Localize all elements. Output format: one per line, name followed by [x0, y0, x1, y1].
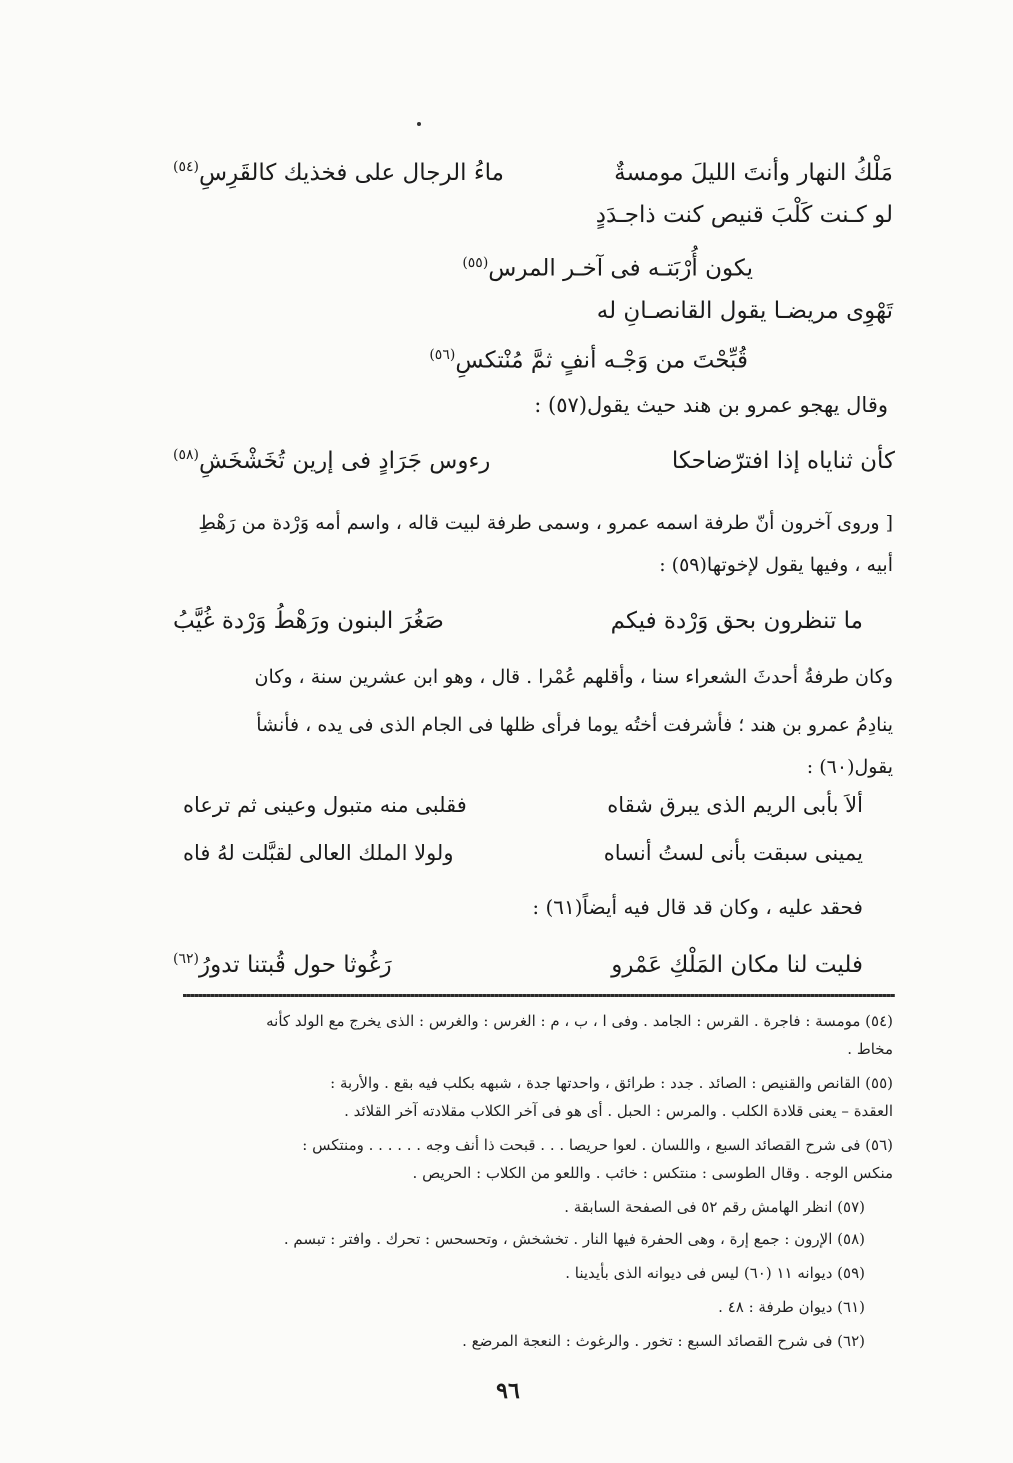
- footnote-ref-54: (٥٤): [173, 159, 199, 175]
- verse-5-hemistich-a: ما تنظرون بحق وَرْدة فيكم: [610, 608, 863, 634]
- paragraph-2-line-1: [ وروى آخرون أنّ طرفة اسمه عمرو ، وسمى طرفة لبيت قاله ، واسم أمه وَرْدة من رَهْطِ: [198, 512, 893, 534]
- paragraph-3-line-3: يقول(٦٠) :: [806, 756, 893, 778]
- verse-line-5: [173, 606, 863, 636]
- footnote-line: (٥٨) الإرون : جمع إرة ، وهى الحفرة فيها النار . تخشخش ، وتحسحس : تحرك . وافتر : تبسم .: [283, 1230, 865, 1248]
- footnote-ref-55: (٥٥): [462, 255, 489, 271]
- footnote-ref-58: (٥٨): [173, 447, 199, 463]
- page-number: ٩٦: [496, 1378, 520, 1404]
- verse-6a-hemistich-b: فقلبى منه متبول وعينى ثم ترعاه: [183, 793, 467, 817]
- verse-2b-text: يكون أُرْبَتـه فى آخـر المرس: [488, 255, 753, 282]
- footnote-line: (٥٧) انظر الهامش رقم ٥٢ فى الصفحة السابقة .: [564, 1198, 865, 1216]
- verse-line-2b: [462, 248, 753, 284]
- paragraph-3-line-2: ينادِمُ عمرو بن هند ؛ فأشرفت أختُه يوما فرأى ظلها فى الجام الذى فى يده ، فأنشأ: [256, 714, 893, 736]
- verse-line-1: [173, 152, 893, 188]
- verse-line-4: [173, 440, 895, 476]
- verse-7-hemistich-b: [173, 944, 392, 980]
- verse-6a-hemistich-a: ألاَ بأبى الريم الذى يبرق شقاه: [607, 793, 863, 817]
- verse-7-hemistich-a: فليت لنا مكان المَلْكِ عَمْرو: [611, 951, 863, 978]
- footnote-line: (٥٩) ديوانه ١١ (٦٠) ليس فى ديوانه الذى بأيدينا .: [565, 1264, 865, 1282]
- verse-line-7: [173, 944, 863, 980]
- paragraph-2-line-2: أبيه ، وفيها يقول لإخوتها(٥٩) :: [659, 554, 893, 576]
- verse-line-3a: تَهْوِى مريضـا يقول القانصـانِ له: [596, 298, 893, 324]
- footnote-line: منكس الوجه . وقال الطوسى : منتكس : خائب . واللعو من الكلاب : الحريص .: [412, 1164, 893, 1182]
- paragraph-4: فحقد عليه ، وكان قد قال فيه أيضاً(٦١) :: [532, 895, 863, 919]
- verse-line-3b: [429, 340, 748, 376]
- footnote-separator: [183, 994, 895, 997]
- verse-4-b-text: رءوس جَرَادٍ فى إرين تُخَشْخَشِ: [198, 447, 491, 474]
- footnote-line: العقدة – يعنى قلادة الكلب . والمرس : الحبل . أى هو فى آخر الكلاب مقلادته آخر القلائد .: [344, 1102, 893, 1120]
- verse-7-b-text: رَغُوثا حول قُبتنا تدورُ: [198, 951, 392, 978]
- verse-line-2a: لو كـنت كَلْبَ قنيص كنت ذاجـدَدٍ: [595, 202, 893, 228]
- verse-3b-text: قُبِّحْتَ من وَجْـه أنفٍ ثمَّ مُنْتكسِ: [455, 347, 748, 374]
- verse-1-b-text: ماءُ الرجال على فخذيك كالقَرِسِ: [198, 159, 504, 186]
- footnote-line: (٥٥) القانص والقنيص : الصائد . جدد : طرائق ، واحدتها جدة ، شبهه بكلب فيه بقع . والأربة :: [330, 1074, 893, 1092]
- verse-6b-hemistich-a: يمينى سبقت بأنى لستُ أنساه: [603, 841, 863, 865]
- verse-1-hemistich-b: [173, 152, 504, 188]
- footnote-line: (٦٢) فى شرح القصائد السبع : تخور . والرغوث : النعجة المرضع .: [462, 1332, 865, 1350]
- footnote-line: (٥٦) فى شرح القصائد السبع ، واللسان . لعوا حريصا . . . قبحت ذا أنف وجه . . . . . . ومنتكس :: [302, 1136, 893, 1154]
- paragraph-1: وقال يهجو عمرو بن هند حيث يقول(٥٧) :: [534, 393, 888, 417]
- verse-line-6b: [183, 838, 863, 868]
- footnote-line: مخاط .: [847, 1040, 893, 1058]
- verse-6b-hemistich-b: ولولا الملك العالى لقبَّلت لهُ فاه: [183, 841, 454, 865]
- verse-line-6a: [183, 790, 863, 820]
- footnote-ref-62: (٦٢): [173, 951, 199, 967]
- paragraph-3-line-1: وكان طرفةُ أحدثَ الشعراء سنا ، وأقلهم عُمْرا . قال ، وهو ابن عشرين سنة ، وكان: [254, 666, 893, 688]
- verse-5-hemistich-b: صَغُرَ البنون ورَهْطُ وَرْدة غُيَّبُ: [173, 608, 444, 634]
- ink-dot: [417, 122, 421, 126]
- footnote-line: (٦١) ديوان طرفة : ٤٨ .: [718, 1298, 865, 1316]
- verse-1-hemistich-a: مَلْكُ النهار وأنتَ الليلَ مومسةٌ: [614, 159, 893, 186]
- footnote-line: (٥٤) مومسة : فاجرة . القرس : الجامد . وفى ا ، ب ، م : الغرس : والغرس : الذى يخرج مع الولد كأنه: [266, 1012, 893, 1030]
- footnote-ref-56: (٥٦): [429, 347, 456, 363]
- verse-4-hemistich-a: كأن ثناياه إذا افترّضاحكا: [671, 447, 895, 474]
- verse-4-hemistich-b: [173, 440, 490, 476]
